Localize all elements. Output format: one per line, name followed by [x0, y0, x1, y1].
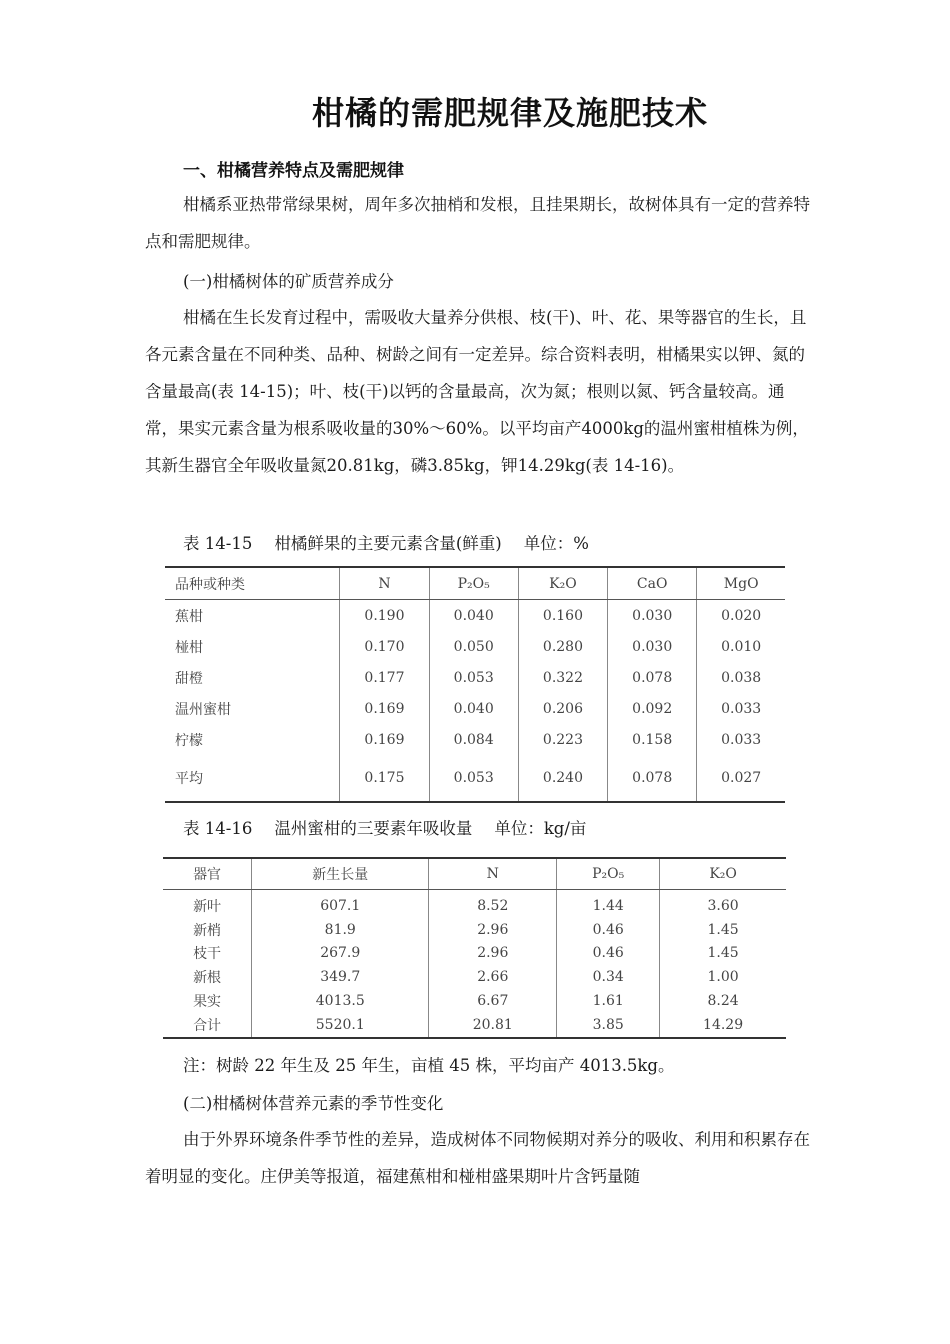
table-cell: 0.027 [697, 755, 785, 802]
table-cell: 607.1 [252, 890, 429, 918]
table-cell: 1.00 [660, 965, 786, 989]
section-heading: 一、柑橘营养特点及需肥规律 [183, 161, 404, 181]
table-cell: 0.078 [608, 662, 697, 693]
table-cell: 1.44 [557, 890, 660, 918]
table-cell: 5520.1 [252, 1013, 429, 1038]
table-cell: 0.46 [557, 942, 660, 966]
table-cell: 1.61 [557, 989, 660, 1013]
table-cell: 椪柑 [175, 639, 203, 656]
table-cell: 0.092 [608, 693, 697, 724]
table-cell: 81.9 [252, 918, 429, 942]
table-cell: 0.34 [557, 965, 660, 989]
table-cell: 0.169 [340, 693, 429, 724]
table-cell: 0.038 [697, 662, 785, 693]
table-cell: 0.206 [518, 693, 607, 724]
table-cell: 平均 [175, 771, 203, 787]
table-annual-uptake [163, 857, 786, 1039]
table-header: 新生长量 [252, 858, 429, 890]
table-cell: 6.67 [429, 989, 557, 1013]
table-cell: 2.96 [429, 918, 557, 942]
table-header: 器官 [163, 858, 252, 890]
table-cell: 0.040 [429, 693, 518, 724]
table-header: P₂O₅ [557, 858, 660, 890]
table1-caption [183, 530, 611, 554]
table-cell: 0.160 [518, 600, 607, 632]
table1-caption-id: 表 14-15 [183, 534, 253, 553]
table-cell: 0.175 [340, 755, 429, 802]
table-row [163, 1013, 786, 1038]
table-cell: 0.190 [340, 600, 429, 632]
table-cell: 0.280 [518, 631, 607, 662]
paragraph-intro: 柑橘系亚热带常绿果树，周年多次抽梢和发根，且挂果期长，故树体具有一定的营养特点和需肥规律。 [145, 195, 810, 251]
table-cell: 2.66 [429, 965, 557, 989]
table-row [163, 965, 786, 989]
table-cell: 0.084 [429, 724, 518, 755]
table-cell: 0.033 [697, 693, 785, 724]
table-cell: 1.45 [660, 918, 786, 942]
table-cell: 0.030 [608, 631, 697, 662]
table-cell: 0.040 [429, 600, 518, 632]
table-cell: 柠檬 [175, 732, 203, 749]
table-cell: 0.169 [340, 724, 429, 755]
table-cell: 0.053 [429, 755, 518, 802]
table1-caption-unit: 单位：% [523, 534, 589, 553]
table-cell: 枝干 [193, 946, 222, 963]
table-row [163, 890, 786, 918]
table-cell: 甜橙 [175, 670, 203, 687]
table-cell: 新梢 [193, 922, 222, 939]
table-cell: 0.240 [518, 755, 607, 802]
table-cell: 温州蜜柑 [175, 701, 231, 718]
table-cell: 新叶 [193, 898, 222, 915]
table-cell: 0.158 [608, 724, 697, 755]
table-cell: 8.24 [660, 989, 786, 1013]
table-cell: 0.030 [608, 600, 697, 632]
table-cell: 0.033 [697, 724, 785, 755]
table1-caption-title: 柑橘鲜果的主要元素含量(鲜重) [274, 534, 502, 553]
table-header: 品种或种类 [165, 567, 340, 600]
table-row [165, 755, 785, 802]
table-cell: 新根 [193, 970, 222, 987]
table-cell: 14.29 [660, 1013, 786, 1038]
table-cell: 0.050 [429, 631, 518, 662]
table-cell: 8.52 [429, 890, 557, 918]
table-cell: 0.46 [557, 918, 660, 942]
table-row [165, 600, 785, 632]
table-cell: 蕉柑 [175, 608, 203, 625]
table-row [165, 724, 785, 755]
document-title: 柑橘的需肥规律及施肥技术 [311, 94, 708, 132]
table-header: K₂O [518, 567, 607, 600]
table-cell: 3.60 [660, 890, 786, 918]
table-cell: 0.170 [340, 631, 429, 662]
table-row [163, 942, 786, 966]
table-note: 注：树龄 22 年生及 25 年生，亩植 45 株，平均亩产 4013.5kg。 [183, 1056, 675, 1075]
table-row [165, 662, 785, 693]
table-header: CaO [608, 567, 697, 600]
paragraph-nutrients: 柑橘在生长发育过程中，需吸收大量养分供根、枝(干)、叶、花、果等器官的生长，且各元素含量在不同种类、品种、树龄之间有一定差异。综合资料表明，柑橘果实以钾、氮的含量最高(表 14-15)；叶、枝(干)以钙的含量最高，次为氮；根则以氮、钙含量较高。通常，果实元素含量为根系吸收量的30%～60%。以平均亩产4000kg的温州蜜柑植株为例，其新生器官全年吸收量氮20.81kg，磷3.85kg，钾14.29kg(表 14-16)。 [145, 308, 809, 475]
table-cell: 4013.5 [252, 989, 429, 1013]
table-fruit-elements [165, 566, 785, 803]
table2-caption-title: 温州蜜柑的三要素年吸收量 [274, 819, 473, 838]
table-cell: 0.053 [429, 662, 518, 693]
table-header: MgO [697, 567, 785, 600]
table-cell: 合计 [193, 1017, 222, 1034]
table-cell: 0.177 [340, 662, 429, 693]
table-header: K₂O [660, 858, 786, 890]
table-row [163, 989, 786, 1013]
table-row [163, 918, 786, 942]
table2-caption-unit: 单位：kg/亩 [494, 819, 587, 838]
table-cell: 0.223 [518, 724, 607, 755]
subsection-heading-2: (二)柑橘树体营养元素的季节性变化 [183, 1094, 444, 1113]
table-cell: 0.020 [697, 600, 785, 632]
table-cell: 0.010 [697, 631, 785, 662]
table-header: N [429, 858, 557, 890]
subsection-heading-1: (一)柑橘树体的矿质营养成分 [183, 272, 394, 291]
paragraph-seasonal: 由于外界环境条件季节性的差异，造成树体不同物候期对养分的吸收、利用和积累存在着明显的变化。庄伊美等报道，福建蕉柑和椪柑盛果期叶片含钙量随 [145, 1130, 810, 1186]
table-cell: 267.9 [252, 942, 429, 966]
table-row [165, 693, 785, 724]
table-cell: 349.7 [252, 965, 429, 989]
table-cell: 3.85 [557, 1013, 660, 1038]
table-row [165, 631, 785, 662]
table-cell: 0.322 [518, 662, 607, 693]
table-cell: 1.45 [660, 942, 786, 966]
table-header: N [340, 567, 429, 600]
table2-caption [183, 815, 608, 839]
table-cell: 20.81 [429, 1013, 557, 1038]
table-cell: 0.078 [608, 755, 697, 802]
table-cell: 2.96 [429, 942, 557, 966]
table2-caption-id: 表 14-16 [183, 819, 253, 838]
table-header: P₂O₅ [429, 567, 518, 600]
table-cell: 果实 [193, 994, 222, 1011]
